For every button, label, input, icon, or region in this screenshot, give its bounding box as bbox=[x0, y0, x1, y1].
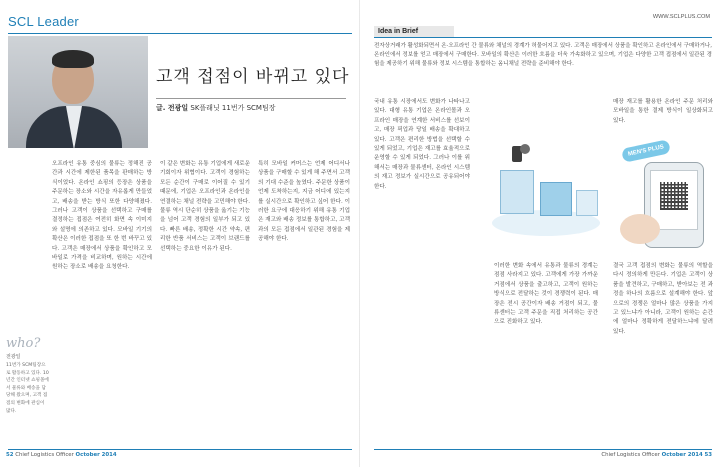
author-profile bbox=[6, 336, 50, 446]
site-url: WWW.SCLPLUS.COM bbox=[652, 14, 710, 20]
body-column-6-top bbox=[613, 98, 713, 134]
byline bbox=[156, 103, 276, 113]
qr-code-icon bbox=[660, 182, 688, 210]
byline-name: 글. 전광일 bbox=[156, 104, 189, 112]
body-column-5 bbox=[494, 262, 598, 448]
footer-rule bbox=[374, 449, 712, 450]
ribbon-badge: MEN'S PLUS bbox=[621, 139, 671, 163]
paragraph: 매장 재고를 활용한 온라인 주문 처리와 모바일을 통한 결제 방식이 일상화되고 있다. bbox=[613, 99, 713, 124]
profile-bio: 11번가 SCM팀장으로 활동하고 있다. 10년간 인터넷 쇼핑몰에서 물류와 배송을 담당해 왔으며, 고객 접점의 변화에 관심이 많다. bbox=[6, 363, 49, 414]
right-page bbox=[360, 0, 720, 467]
author-photo bbox=[8, 36, 148, 148]
body-column-3 bbox=[258, 160, 350, 450]
idea-in-brief-label: Idea in Brief bbox=[374, 26, 454, 38]
headline-rule bbox=[156, 98, 346, 99]
paragraph: 특히 모바일 커머스는 언제 어디서나 상품을 구매할 수 있게 해 주면서 고객의 기대 수준을 높였다. 주문한 상품이 언제 도착하는지, 지금 어디에 있는지를 실시간으로 확인하고 싶어 한다. 이러한 요구에 대응하기 위해 유통 기업은 재고와 배송 정보를 통합하고, 고객과의 모든 접점에서 일관된 경험을 제공해야 한다. bbox=[258, 161, 350, 243]
paragraph: 이러한 변화 속에서 유통과 물류의 경계는 점점 사라지고 있다. 고객에게 가장 가까운 거점에서 상품을 출고하고, 고객이 원하는 방식으로 전달하는 것이 경쟁력이 된다. 매장은 전시 공간이자 배송 거점이 되고, 물류센터는 고객 주문을 직접 처리하는 공간으로 진화하고 있다. bbox=[494, 263, 598, 326]
logistics-illustration bbox=[486, 136, 606, 248]
idea-in-brief-text: 전자상거래가 활성화되면서 온·오프라인 간 물류와 채널의 경계가 허물어지고 있다. 고객은 매장에서 상품을 확인하고 온라인에서 구매하거나, 온라인에서 정보를 얻고 매장에서 구매한다. 모바일의 확산은 이러한 흐름을 더욱 가속화하고 있으며, 기업은 다양한 고객 접점에서 일관된 경험을 제공하기 위해 물류와 정보 시스템을 통합하는 옴니채널 전략을 준비해야 한다. bbox=[374, 43, 712, 67]
idea-rule bbox=[374, 37, 712, 38]
footer-issue: October 2014 bbox=[661, 452, 703, 458]
footer-right bbox=[601, 452, 712, 458]
body-column-6 bbox=[613, 262, 713, 448]
footer-brand: Chief Logistics Officer bbox=[601, 452, 660, 458]
profile-name: 전광일 bbox=[6, 354, 21, 360]
body-column-1 bbox=[52, 160, 152, 450]
who-label: who? bbox=[6, 336, 41, 351]
page-number: 52 bbox=[6, 452, 14, 458]
footer-rule bbox=[8, 449, 352, 450]
byline-role: SK플래닛 11번가 SCM팀장 bbox=[190, 104, 276, 112]
body-column-2 bbox=[160, 160, 250, 450]
paragraph: 오프라인 유통 중심의 물류는 정해진 공간과 시간에 제한된 품목을 판매하는 방식이었다. 온라인 쇼핑의 등장은 상품을 주문하는 장소와 시간을 자유롭게 만들었고, 배송을 받는 방식 또한 다양해졌다. 그러나 고객이 상품을 선택하고 구매를 결정하는 접점은 여전히 화면 속 이미지와 설명에 의존하고 있다. 모바일 기기의 확산은 이러한 접점을 또 한 번 바꾸고 있다. 고객은 매장에서 상품을 확인하고 모바일로 가격을 비교하며, 원하는 시간에 원하는 장소로 배송을 요청한다. bbox=[52, 161, 152, 271]
footer-left bbox=[6, 452, 117, 458]
article-headline: 고객 접점이 바뀌고 있다 bbox=[156, 67, 350, 87]
footer-brand: Chief Logistics Officer bbox=[15, 452, 74, 458]
body-column-4 bbox=[374, 98, 470, 448]
section-rule bbox=[8, 33, 352, 34]
mobile-qr-illustration bbox=[614, 142, 712, 252]
page-number: 53 bbox=[704, 452, 712, 458]
footer-issue: October 2014 bbox=[75, 452, 117, 458]
paragraph: 국내 유통 시장에서도 변화가 나타나고 있다. 대형 유통 기업은 온라인몰과 오프라인 매장을 연계한 서비스를 선보이고, 매장 픽업과 당일 배송을 확대하고 있다. 고객은 편리한 방법을 선택할 수 있게 되었고, 기업은 재고를 효율적으로 운영할 수 있게 되었다. 그러나 이를 위해서는 매장과 물류센터, 온라인 시스템의 재고 정보가 실시간으로 공유되어야 한다. bbox=[374, 99, 470, 190]
section-title: SCL Leader bbox=[8, 14, 79, 29]
paragraph: 결국 고객 접점의 변화는 물류의 역할을 다시 정의하게 만든다. 기업은 고객이 상품을 발견하고, 구매하고, 받아보는 전 과정을 하나의 흐름으로 설계해야 한다. 앞으로의 경쟁은 얼마나 많은 상품을 가지고 있느냐가 아니라, 고객이 원하는 순간에 얼마나 정확하게 전달하느냐에 달려 있다. bbox=[613, 263, 713, 335]
paragraph: 이 같은 변화는 유통 기업에게 새로운 기회이자 위협이다. 고객이 경험하는 모든 순간이 구매로 이어질 수 있기 때문에, 기업은 오프라인과 온라인을 연결하는 채널 전략을 고민해야 한다. 물류 역시 단순히 상품을 옮기는 기능을 넘어 고객 경험의 일부가 되고 있다. 빠른 배송, 정확한 시간 약속, 편리한 반품 서비스는 고객이 브랜드를 선택하는 중요한 이유가 된다. bbox=[160, 161, 250, 252]
